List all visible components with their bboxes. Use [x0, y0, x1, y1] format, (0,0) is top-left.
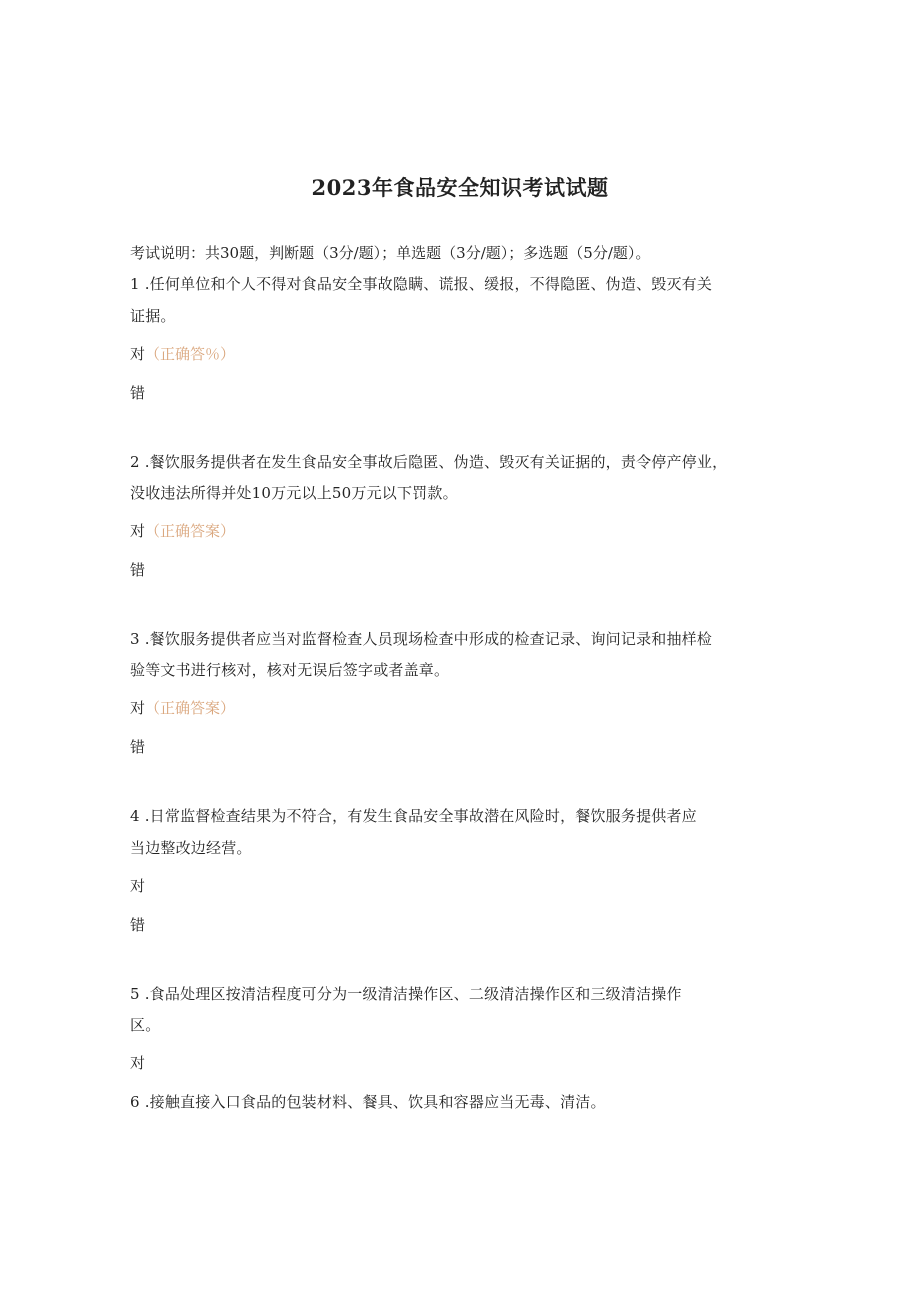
question-2-text-line-2: 没收违法所得并处10万元以上50万元以下罚款。 [130, 484, 458, 502]
option-label: 对 [130, 877, 146, 895]
option-label: 对 [130, 1054, 146, 1072]
question-6-text-line-1: 6 .接触直接入口食品的包装材料、餐具、饮具和容器应当无毒、清洁。 [130, 1093, 606, 1111]
question-3-text-line-1: 3 .餐饮服务提供者应当对监督检查人员现场检查中形成的检查记录、询问记录和抽样检 [130, 630, 713, 648]
question-3-option-true[interactable] [130, 698, 235, 718]
question-1-option-true[interactable] [130, 344, 235, 364]
option-label: 错 [130, 738, 146, 756]
correct-answer-mark: （正确答案） [145, 522, 236, 540]
question-5-option-true[interactable] [130, 1053, 145, 1073]
question-4-option-false[interactable] [130, 915, 145, 935]
option-label: 错 [130, 384, 146, 402]
correct-answer-mark: （正确答案） [145, 699, 236, 717]
question-4-text-line-1: 4 .日常监督检查结果为不符合，有发生食品安全事故潜在风险时，餐饮服务提供者应 [130, 807, 697, 825]
question-1-text-line-1: 1 .任何单位和个人不得对食品安全事故隐瞒、谎报、缓报，不得隐匿、伪造、毁灭有关 [130, 275, 713, 293]
option-label: 对 [130, 345, 146, 363]
question-5-text-line-2: 区。 [130, 1016, 161, 1034]
option-label: 错 [130, 916, 146, 934]
question-2-option-true[interactable] [130, 521, 235, 541]
question-3-text-line-2: 验等文书进行核对，核对无误后签字或者盖章。 [130, 661, 450, 679]
exam-instructions: 考试说明：共30题，判断题（3分/题）；单选题（3分/题）；多选题（5分/题）。 [130, 244, 651, 262]
correct-answer-mark: （正确答％） [145, 345, 236, 363]
option-label: 对 [130, 522, 146, 540]
option-label: 对 [130, 699, 146, 717]
question-5-text-line-1: 5 .食品处理区按清洁程度可分为一级清洁操作区、二级清洁操作区和三级清洁操作 [130, 985, 682, 1003]
question-4-option-true[interactable] [130, 876, 145, 896]
question-4-text-line-2: 当边整改边经营。 [130, 839, 252, 857]
question-3-option-false[interactable] [130, 737, 145, 757]
question-2-option-false[interactable] [130, 560, 145, 580]
question-1-option-false[interactable] [130, 383, 145, 403]
page-title: 2023年食品安全知识考试试题 [311, 175, 609, 200]
option-label: 错 [130, 561, 146, 579]
question-2-text-line-1: 2 .餐饮服务提供者在发生食品安全事故后隐匿、伪造、毁灭有关证据的，责令停产停业， [130, 453, 728, 471]
question-1-text-line-2: 证据。 [130, 307, 176, 325]
